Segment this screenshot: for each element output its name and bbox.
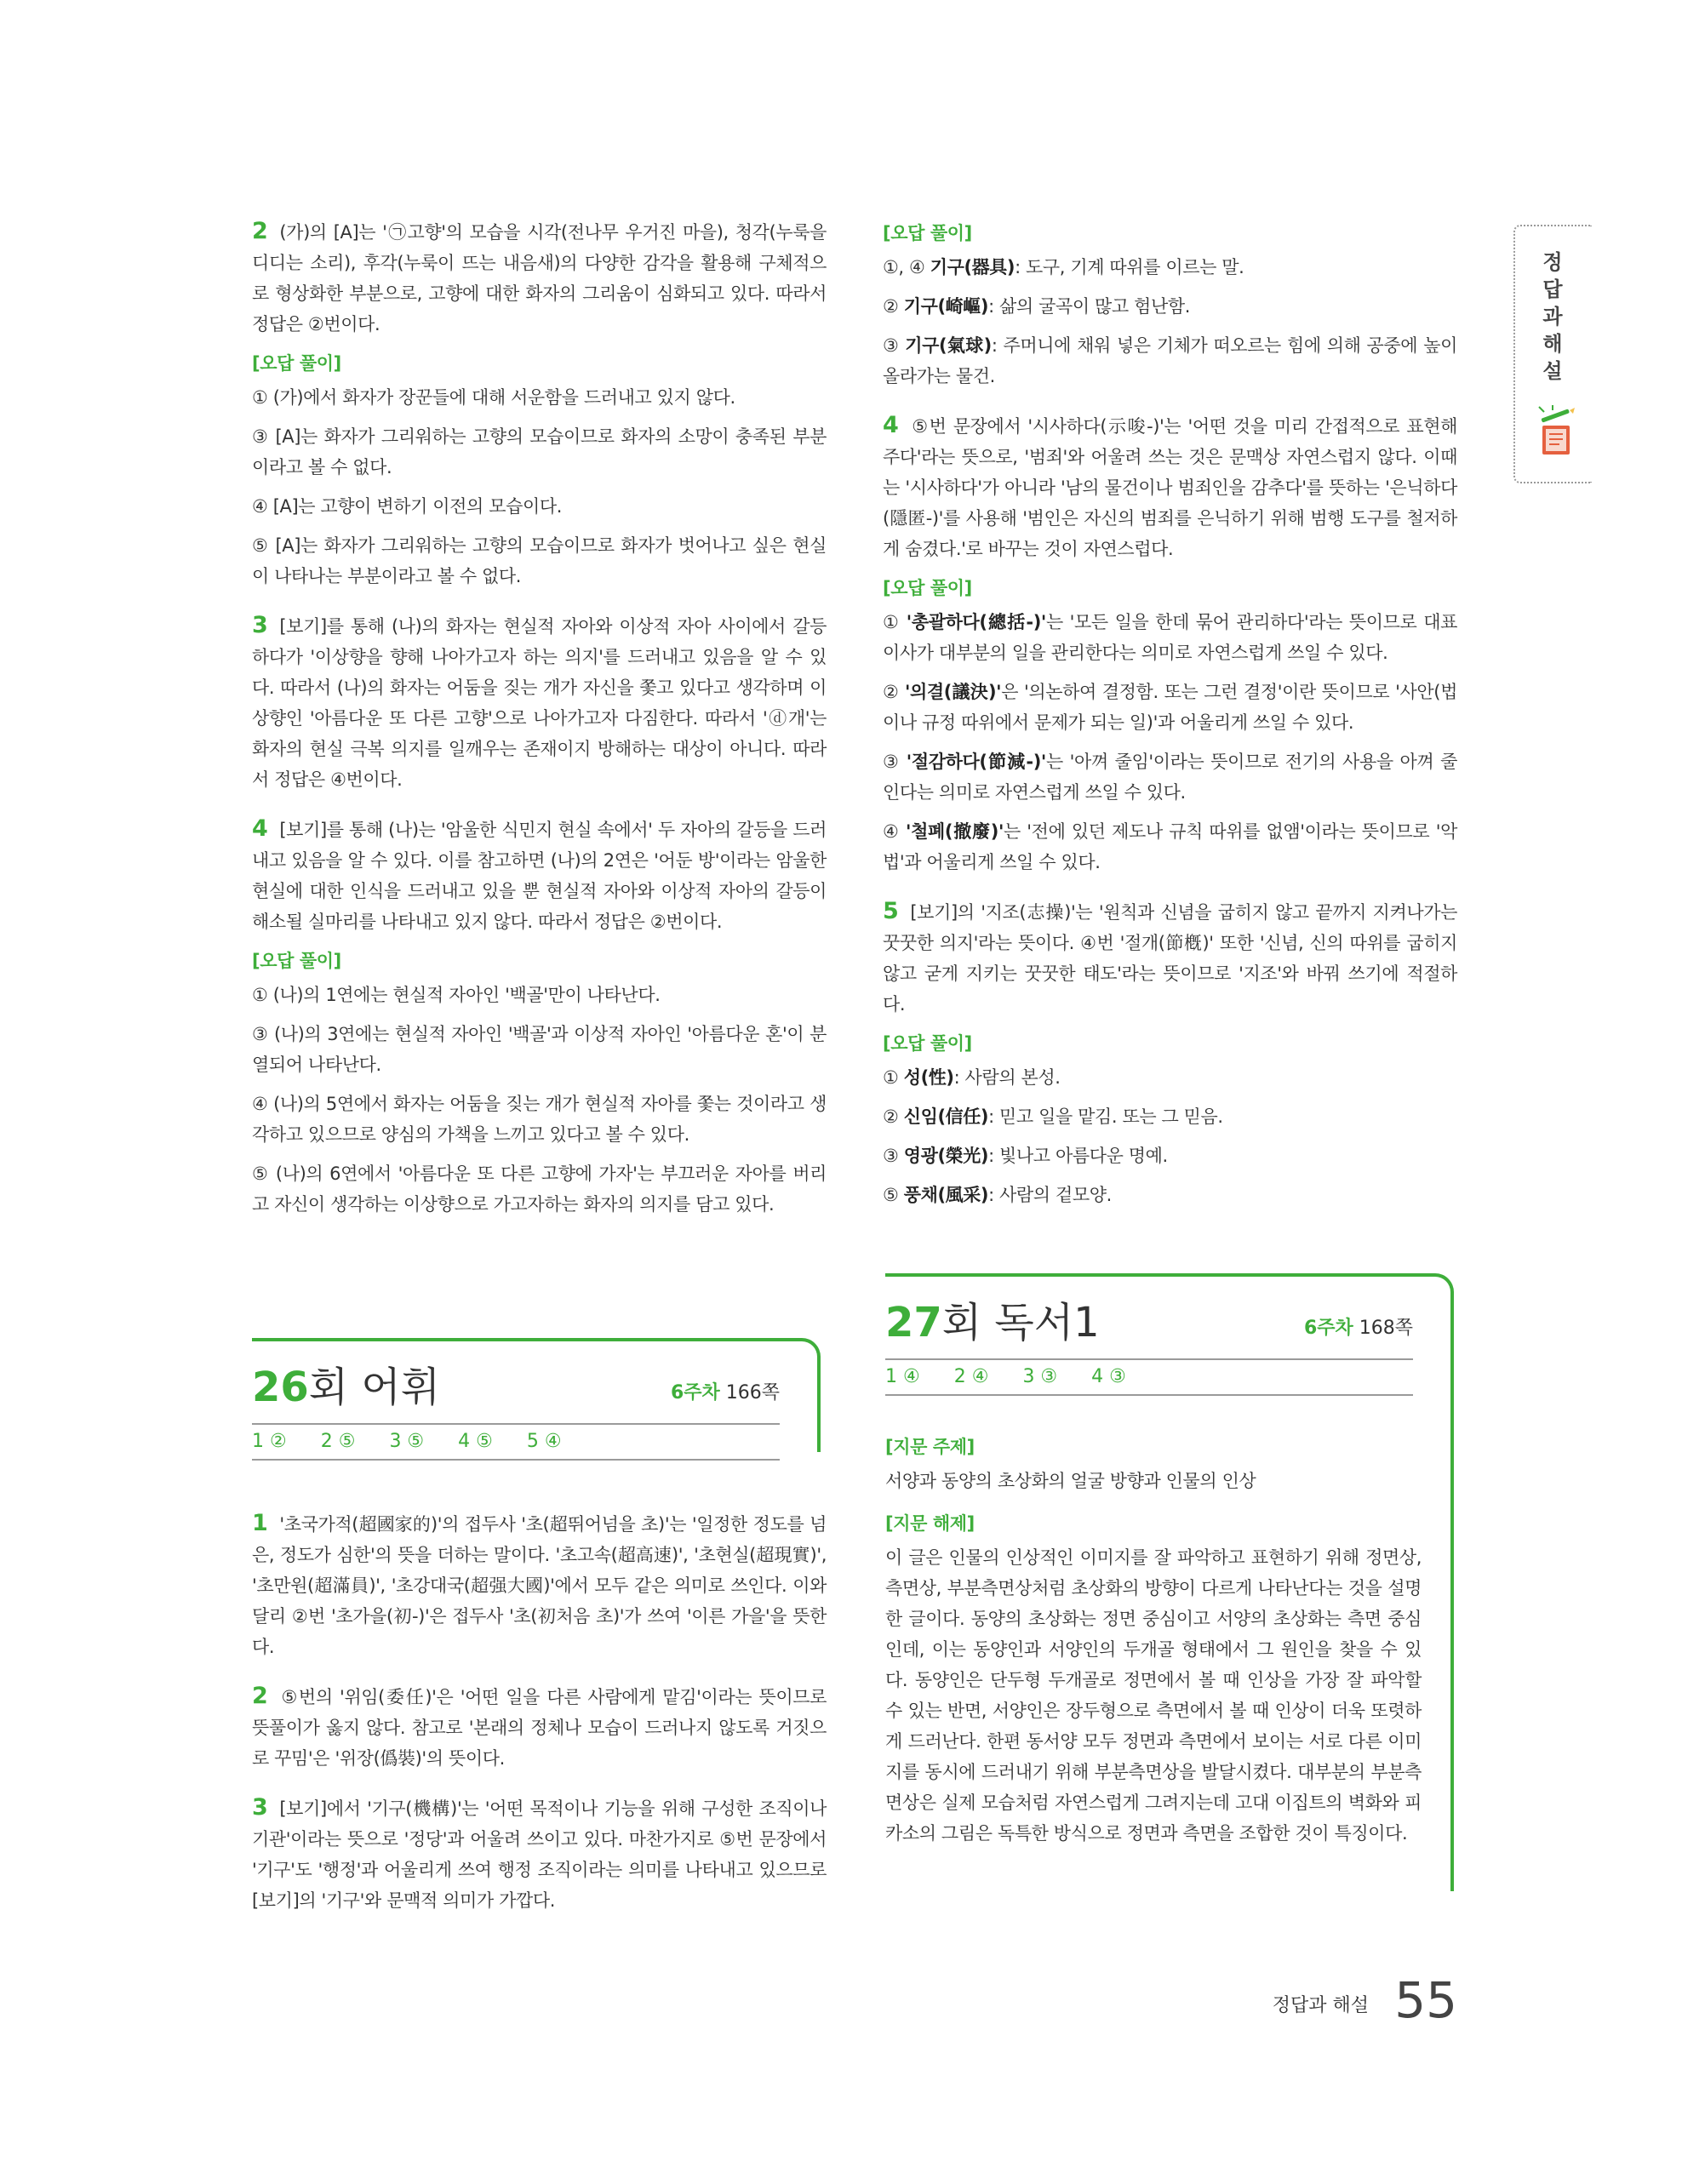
- wrong-answer-item: [883, 1101, 1457, 1132]
- item-definition: : 주머니에 채워 넣은 기체가 떠오르는 힘에 의해 공중에 높이 올라가는 물건.: [883, 335, 1457, 386]
- wrong-answer-item: ④ [A]는 고향이 변하기 이전의 모습이다.: [252, 496, 563, 517]
- wrong-answer-item: [883, 1180, 1457, 1210]
- passage-theme-heading: [지문 주제]: [885, 1437, 975, 1457]
- question-text: (가)의 [A]는 '㉠고향'의 모습을 시각(전나무 우거진 마을), 청각(누룩을 디디는 소리), 후각(누룩이 뜨는 내음새)의 다양한 감각을 활용해 구체적으로 형상화한 부분으로, 고향에 대한 화자의 그리움이 심화되고 있다. 따라서 정답은 ②번이다.: [252, 222, 827, 334]
- question-text: [보기]의 '지조(志操)'는 '원칙과 신념을 굽히지 않고 끝까지 지켜나가는 꿋꿋한 의지'라는 뜻이다. ④번 '절개(節槪)' 또한 '신념, 신의 따위를 굽히지 않고 굳게 지키는 꿋꿋한 태도'라는 뜻이므로 '지조'와 바꿔 쓰기에 적절하다.: [883, 902, 1457, 1015]
- answer-item: 1 ④: [885, 1366, 920, 1387]
- question-5: [883, 896, 1457, 1020]
- question-3: [252, 610, 827, 795]
- week-page: 168쪽: [1359, 1318, 1413, 1339]
- question-4: [883, 410, 1457, 564]
- item-marker: ②: [883, 682, 905, 702]
- wrong-answer-item: [883, 677, 1457, 738]
- week-label: 6주차: [670, 1382, 720, 1404]
- section-title: [252, 1362, 440, 1413]
- passage-explanation-text: 이 글은 인물의 인상적인 이미지를 잘 파악하고 표현하기 위해 정면상, 측면상, 부분측면상처럼 초상화의 방향이 다르게 나타난다는 것을 설명한 글이다. 동양의 초상화는 정면 중심이고 서양의 초상화는 측면 중심인데, 이는 동양인과 서양인의 두개골 형태에서 그 원인을 찾을 수 있다. 동양인은 단두형 두개골로 정면에서 볼 때 인상을 가장 잘 파악할 수 있는 반면, 서양인은 장두형으로 측면에서 볼 때 인상이 더욱 또렷하게 드러난다. 한편 동서양 모두 정면과 측면에서 보이는 서로 다른 이미지를 동시에 드러내기 위해 부분측면상을 발달시켰다. 대부분의 부분측면상은 실제 모습처럼 자연스럽게 그려지는데 고대 이집트의 벽화와 피카소의 그림은 독특한 방식으로 정면과 측면을 조합한 것이 특징이다.: [885, 1547, 1422, 1844]
- answer-item: 4 ③: [1091, 1366, 1126, 1387]
- item-definition: : 사람의 겉모양.: [988, 1185, 1112, 1205]
- answer-key: [252, 1423, 780, 1461]
- section-number: 26: [252, 1364, 309, 1411]
- item-definition: 은 '의논하여 결정함. 또는 그런 결정'이란 뜻이므로 '사안(법이나 규정 따위에서 문제가 되는 일)'과 어울리게 쓰일 수 있다.: [883, 682, 1457, 733]
- item-definition: : 사람의 본성.: [953, 1067, 1061, 1088]
- item-term: 신임(信任): [903, 1106, 989, 1127]
- item-term: '의결(議決)': [904, 682, 1002, 702]
- item-term: 기구(崎嶇): [903, 296, 989, 317]
- question-text: ⑤번 문장에서 '시사하다(示唆-)'는 '어떤 것을 미리 간접적으로 표현해 주다'라는 뜻으로, '범죄'와 어울려 쓰는 것은 문맥상 자연스럽지 않다. 이때는 '시사하다'가 아니라 '남의 물건이나 범죄인을 감추다'를 뜻하는 '은닉하다(隱匿-)'를 사용해 '범인은 자신의 범죄를 은닉하기 위해 범행 도구를 철저하게 숨겼다.'로 바꾸는 것이 자연스럽다.: [883, 416, 1457, 559]
- wrong-answer-item: [883, 816, 1457, 878]
- section-26-body: [252, 1508, 827, 1924]
- question-text: [보기]에서 '기구(機構)'는 '어떤 목적이나 기능을 위해 구성한 조직이나 기관'이라는 뜻으로 '정당'과 어울려 쓰이고 있다. 마찬가지로 ⑤번 문장에서 '기구'도 '행정'과 어울리게 쓰여 행정 조직이라는 의미를 나타내고 있으므로 [보기]의 '기구'와 문맥적 의미가 가깝다.: [252, 1798, 827, 1911]
- item-marker: ②: [883, 296, 904, 317]
- footer-label: 정답과 해설: [1272, 1995, 1369, 2016]
- question-3: [252, 1792, 827, 1916]
- question-number: 2: [252, 1683, 268, 1709]
- item-marker: ⑤: [883, 1185, 904, 1205]
- side-tab-label: 정답과 해설: [1542, 250, 1563, 383]
- section-27-body: [885, 1426, 1422, 1849]
- wrong-answer-item: ⑤ [A]는 화자가 그리워하는 고향의 모습이므로 화자가 벗어나고 싶은 현실이 나타나는 부분이라고 볼 수 없다.: [252, 535, 827, 586]
- wrong-answer-item: ① (나)의 1연에는 현실적 자아인 '백골'만이 나타난다.: [252, 985, 661, 1005]
- passage-theme-text: 서양과 동양의 초상화의 얼굴 방향과 인물의 인상: [885, 1471, 1256, 1491]
- item-marker: ①: [883, 1067, 904, 1088]
- wrong-answer-item: [883, 746, 1457, 808]
- question-number: 1: [252, 1510, 268, 1536]
- item-definition: : 삶의 굴곡이 많고 험난함.: [988, 296, 1190, 317]
- question-number: 4: [252, 815, 268, 842]
- question-text: [보기]를 통해 (나)의 화자는 현실적 자아와 이상적 자아 사이에서 갈등하다가 '이상향을 향해 나아가고자 하는 의지'를 드러내고 있음을 알 수 있다. 따라서 (나)의 화자는 어둠을 짖는 개가 자신을 쫓고 있다고 생각하며 이상향인 '아름다운 또 다른 고향'으로 나아가고자 다짐한다. 따라서 'ⓓ개'는 화자의 현실 극복 의지를 일깨우는 존재이지 방해하는 대상이 아니다. 따라서 정답은 ④번이다.: [252, 616, 827, 790]
- wrong-answer-heading: [오답 풀이]: [252, 353, 341, 374]
- question-number: 2: [252, 218, 268, 244]
- week-reference: [671, 1378, 780, 1404]
- wrong-answer-heading: [오답 풀이]: [883, 223, 972, 243]
- wrong-answer-item: ③ [A]는 화자가 그리워하는 고향의 모습이므로 화자의 소망이 충족된 부분이라고 볼 수 없다.: [252, 426, 827, 477]
- section-name: 회 독서1: [941, 1299, 1100, 1346]
- wrong-answer-heading: [오답 풀이]: [883, 1033, 972, 1054]
- item-marker: ①: [883, 612, 907, 632]
- wrong-answer-item: ① (가)에서 화자가 장꾼들에 대해 서운함을 드러내고 있지 않다.: [252, 387, 735, 408]
- wrong-answer-item: ③ (나)의 3연에는 현실적 자아인 '백골'과 이상적 자아인 '아름다운 혼'이 분열되어 나타난다.: [252, 1024, 827, 1075]
- page-number: 55: [1394, 1971, 1457, 2029]
- section-title-row: [885, 1289, 1450, 1348]
- question-number: 5: [883, 898, 899, 924]
- item-term: 풍채(風采): [903, 1185, 989, 1205]
- item-definition: 는 '아껴 줄임'이라는 뜻이므로 전기의 사용을 아껴 줄인다는 의미로 자연스럽게 쓰일 수 있다.: [883, 752, 1458, 803]
- question-1: [252, 1508, 827, 1662]
- answer-item: 3 ⑤: [389, 1431, 425, 1452]
- question-text: [보기]를 통해 (나)는 '암울한 식민지 현실 속에서' 두 자아의 갈등을 드러내고 있음을 알 수 있다. 이를 참고하면 (나)의 2연은 '어둔 방'이라는 암울한 현실에 대한 인식을 드러내고 있을 뿐 현실적 자아와 이상적 자아의 갈등이 해소될 실마리를 나타내고 있지 않다. 따라서 정답은 ②번이다.: [252, 820, 827, 932]
- wrong-answer-item: [883, 1062, 1457, 1093]
- question-number: 3: [252, 1794, 268, 1821]
- section-name: 회 어휘: [308, 1364, 441, 1411]
- week-page: 166쪽: [725, 1382, 780, 1404]
- question-number: 4: [883, 412, 899, 438]
- item-marker: ③: [883, 335, 906, 356]
- wrong-answer-item: [883, 607, 1457, 668]
- answer-key: [885, 1358, 1413, 1396]
- item-definition: 는 '전에 있던 제도나 규칙 따위를 없앰'이라는 뜻이므로 '악법'과 어울리게 쓰일 수 있다.: [883, 821, 1458, 872]
- question-text: '초국가적(超國家的)'의 접두사 '초(超뛰어넘을 초)'는 '일정한 정도를 넘은, 정도가 심한'의 뜻을 더하는 말이다. '초고속(超高速)', '초현실(超現實)', '초만원(超滿員)', '초강대국(超强大國)'에서 모두 같은 의미로 쓰인다. 이와 달리 ②번 '초가을(初-)'은 접두사 '초(初처음 초)'가 쓰여 '이른 가을'을 뜻한다.: [252, 1514, 827, 1657]
- answer-item: 2 ⑤: [320, 1431, 356, 1452]
- side-tab: [1513, 225, 1592, 483]
- item-marker: ③: [883, 752, 907, 772]
- answer-item: 5 ④: [526, 1431, 562, 1452]
- question-text: ⑤번의 '위임(委任)'은 '어떤 일을 다른 사람에게 맡김'이라는 뜻이므로 뜻풀이가 옳지 않다. 참고로 '본래의 정체나 모습이 드러나지 않도록 거짓으로 꾸밈'은 '위장(僞裝)'의 뜻이다.: [252, 1687, 827, 1769]
- passage-explanation-heading: [지문 해제]: [885, 1513, 975, 1534]
- answer-item: 4 ⑤: [458, 1431, 493, 1452]
- left-column: [252, 216, 827, 1228]
- answer-item: 2 ④: [953, 1366, 989, 1387]
- wrong-answer-item: [883, 252, 1457, 283]
- item-term: 성(性): [903, 1067, 954, 1088]
- item-term: 영광(榮光): [903, 1146, 989, 1166]
- item-term: 기구(氣球): [905, 335, 992, 356]
- wrong-answer-item: ⑤ (나)의 6연에서 '아름다운 또 다른 고향에 가자'는 부끄러운 자아를 버리고 자신이 생각하는 이상향으로 가고자하는 화자의 의지를 담고 있다.: [252, 1163, 827, 1215]
- item-term: '총괄하다(總括-)': [906, 612, 1046, 632]
- item-term: 기구(器具): [930, 257, 1015, 277]
- answer-item: 1 ②: [252, 1431, 287, 1452]
- section-title-row: [252, 1353, 817, 1413]
- wrong-answer-heading: [오답 풀이]: [252, 951, 341, 971]
- wrong-answer-heading: [오답 풀이]: [883, 578, 972, 598]
- item-definition: : 믿고 일을 맡김. 또는 그 믿음.: [988, 1106, 1223, 1127]
- wrong-answer-item: [883, 1141, 1457, 1171]
- wrong-answer-item: [883, 330, 1457, 392]
- item-marker: ④: [883, 821, 907, 842]
- week-label: 6주차: [1303, 1318, 1353, 1339]
- section-26-header: [252, 1338, 821, 1452]
- week-reference: [1304, 1313, 1413, 1340]
- item-term: '절감하다(節減-)': [906, 752, 1046, 772]
- item-definition: 는 '모든 일을 한데 묶어 관리하다'라는 뜻이므로 대표 이사가 대부분의 일을 관리한다는 의미로 자연스럽게 쓰일 수 있다.: [883, 612, 1458, 663]
- question-2: [252, 1681, 827, 1774]
- item-marker: ①, ④: [883, 257, 930, 277]
- book-pencil-icon: [1536, 405, 1576, 456]
- item-term: '철폐(撤廢)': [906, 821, 1004, 842]
- item-definition: : 빛나고 아름다운 명예.: [988, 1146, 1168, 1166]
- wrong-answer-item: ④ (나)의 5연에서 화자는 어둠을 짖는 개가 현실적 자아를 쫓는 것이라고 생각하고 있으므로 양심의 가책을 느끼고 있다고 볼 수 있다.: [252, 1094, 827, 1145]
- question-number: 3: [252, 612, 268, 638]
- question-2: [252, 216, 827, 340]
- question-4: [252, 814, 827, 937]
- answer-item: 3 ③: [1022, 1366, 1058, 1387]
- item-marker: ②: [883, 1106, 904, 1127]
- section-title: [885, 1297, 1100, 1348]
- item-definition: : 도구, 기계 따위를 이르는 말.: [1015, 257, 1244, 277]
- item-marker: ③: [883, 1146, 904, 1166]
- right-column: [883, 213, 1457, 1219]
- section-number: 27: [885, 1299, 942, 1346]
- wrong-answer-item: [883, 291, 1457, 322]
